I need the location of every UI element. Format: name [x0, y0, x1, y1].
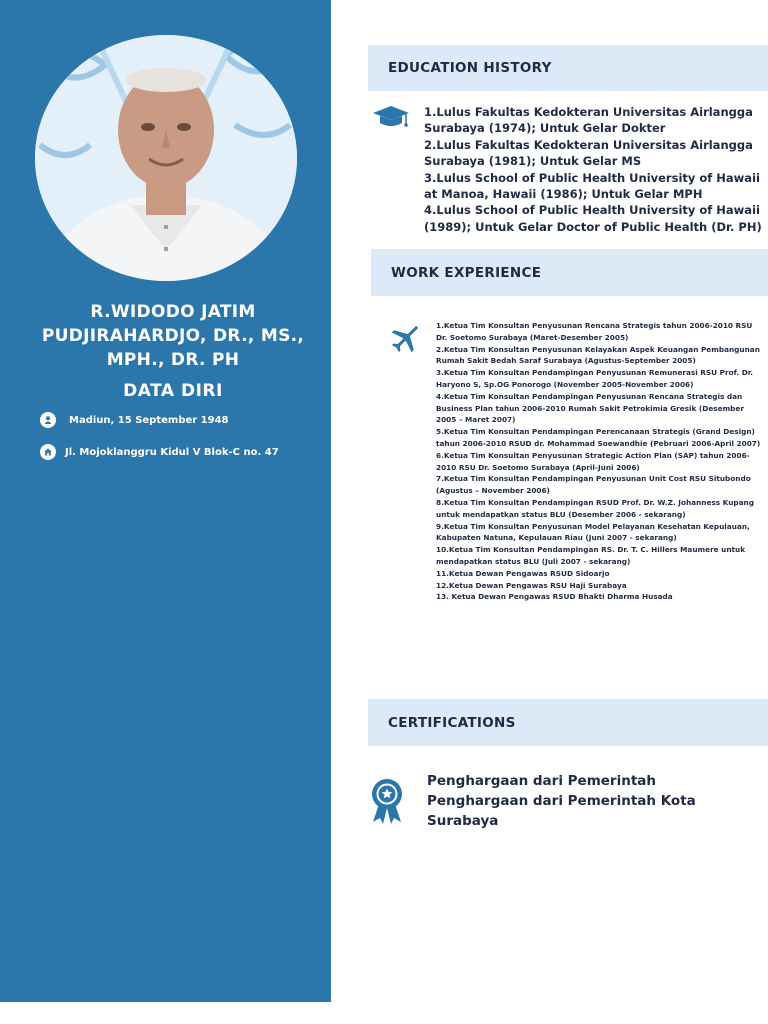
address-row: [40, 444, 279, 460]
birth-row: [40, 412, 229, 428]
work-item: 13. Ketua Dewan Pengawas RSUD Bhakti Dharma Husada: [436, 592, 673, 602]
education-item: 2.Lulus Fakultas Kedokteran Universitas Airlangga Surabaya (1981); Untuk Gelar MS: [424, 137, 753, 169]
work-item: 5.Ketua Tim Konsultan Pendampingan Perencanaan Strategis (Grand Design) tahun 2006-2010 RSUD dr. Mohammad Soewandhie (Pebruari 2006-April 2007): [436, 427, 761, 448]
certifications-header: [368, 699, 768, 746]
work-item: 4.Ketua Tim Konsultan Pendampingan Penyusunan Rencana Strategis dan Business Plan tahun 2006-2010 Rumah Sakit Petrokimia Gresik (Desember 2005 – Maret 2007): [436, 391, 744, 425]
education-header: [368, 45, 768, 91]
work-header: [371, 249, 768, 296]
work-item: 3.Ketua Tim Konsultan Pendampingan Penyusunan Remunerasi RSU Prof. Dr. Haryono S, Sp.OG Ponorogo (November 2005-November 2006): [436, 368, 754, 389]
profile-photo: [35, 35, 297, 281]
work-title: WORK EXPERIENCE: [391, 264, 542, 281]
education-title: EDUCATION HISTORY: [388, 60, 552, 76]
work-item: 9.Ketua Tim Konsultan Penyusunan Model Pelayanan Kesehatan Kepulauan, Kabupaten Natuna, Kepulauan Riau (Juni 2007 - sekarang): [436, 521, 750, 543]
work-item: 8.Ketua Tim Konsultan Pendampingan RSUD Prof. Dr. W.Z. Johanness Kupang untuk mendapatkan status BLU (Desember 2006 - sekarang): [436, 497, 754, 519]
education-item: 1.Lulus Fakultas Kedokteran Universitas Airlangga Surabaya (1974); Untuk Gelar Dokter: [424, 105, 753, 136]
certifications-title: CERTIFICATIONS: [388, 714, 516, 731]
home-icon: [40, 444, 56, 460]
data-diri-title: DATA DIRI: [123, 381, 223, 401]
person-icon: [40, 412, 56, 428]
work-item: 7.Ketua Tim Konsultan Pendampingan Penyusunan Unit Cost RSU Situbondo (Agustus – November 2006): [436, 474, 751, 496]
work-item: 12.Ketua Dewan Pengawas RSU Haji Surabaya: [436, 580, 627, 590]
education-list: [424, 104, 768, 235]
work-item: 1.Ketua Tim Konsultan Penyusunan Rencana Strategis tahun 2006-2010 RSU Dr. Soetomo Surabaya (Maret-Desember 2005): [436, 321, 753, 342]
birth-text: Madiun, 15 September 1948: [69, 414, 229, 426]
work-list: [436, 320, 766, 603]
address-text: Jl. Mojoklanggru Kidul V Blok-C no. 47: [65, 446, 279, 458]
certification-item: Penghargaan dari Pemerintah Kota Surabaya: [427, 793, 696, 829]
work-item: 2.Ketua Tim Konsultan Penyusunan Kelayakan Aspek Keuangan Pembangunan Rumah Sakit Bedah Saraf Surabaya (Agustus-September 2005): [436, 344, 760, 366]
airplane-icon: [389, 321, 423, 359]
profile-name: R.WIDODO JATIM PUDJIRAHARDJO, DR., MS., MPH., DR. PH: [41, 302, 305, 370]
work-item: 6.Ketua Tim Konsultan Penyusunan Strategic Action Plan (SAP) tahun 2006-2010 RSU Dr. Soetomo Surabaya (April-Juni 2006): [436, 450, 750, 472]
work-item: 10.Ketua Tim Konsultan Pendampingan RS. Dr. T. C. Hillers Maumere untuk mendapatkan status BLU (Juli 2007 - sekarang): [436, 545, 746, 566]
education-item: 4.Lulus School of Public Health University of Hawaii (1989); Untuk Gelar Doctor of Public Health (Dr. PH): [424, 203, 762, 234]
sidebar: [0, 0, 331, 1002]
work-item: 11.Ketua Dewan Pengawas RSUD Sidoarjo: [436, 568, 610, 578]
award-ribbon-icon: [369, 778, 405, 828]
certification-item: Penghargaan dari Pemerintah: [427, 773, 656, 789]
education-item: 3.Lulus School of Public Health University of Hawaii at Manoa, Hawaii (1986); Untuk Gelar MPH: [424, 170, 760, 202]
graduation-cap-icon: [371, 104, 411, 134]
certifications-list: [427, 771, 727, 831]
